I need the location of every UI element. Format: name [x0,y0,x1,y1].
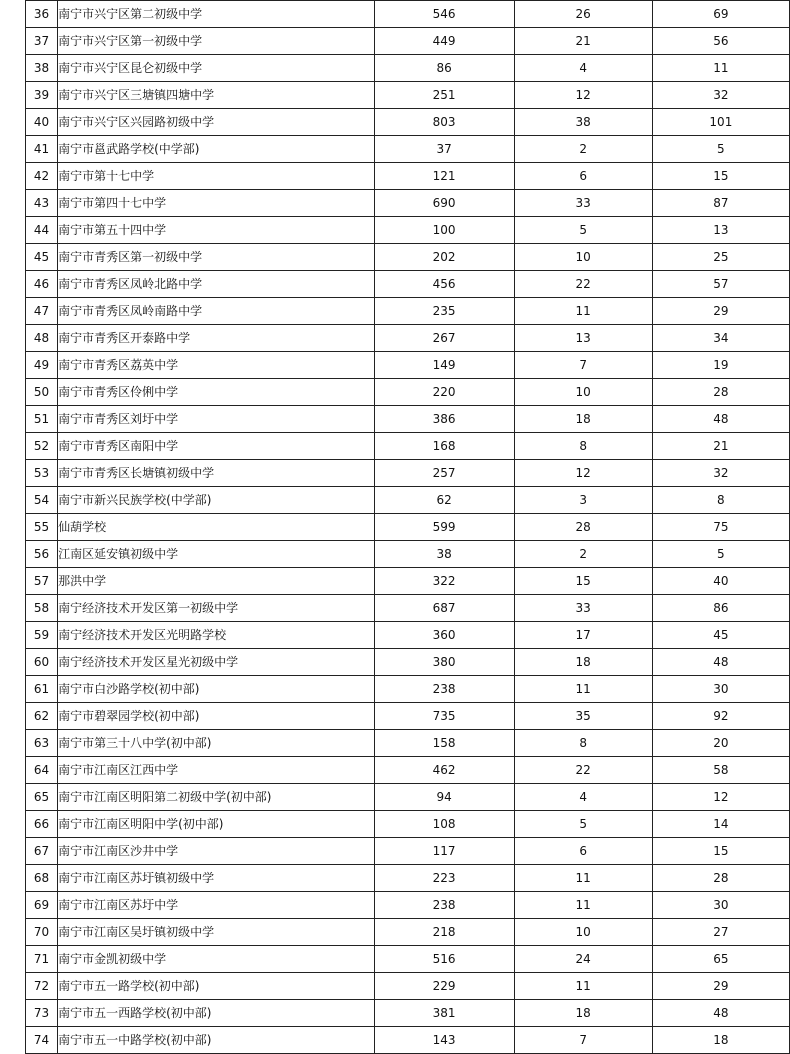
value-cell-1: 168 [374,433,514,460]
value-cell-1: 143 [374,1027,514,1054]
row-number-cell: 36 [26,1,58,28]
row-number-cell: 41 [26,136,58,163]
school-name-cell: 南宁市江南区明阳第二初级中学(初中部) [58,784,375,811]
school-name-cell: 南宁市青秀区长塘镇初级中学 [58,460,375,487]
row-number-cell: 48 [26,325,58,352]
table-row [26,514,790,541]
value-cell-1: 546 [374,1,514,28]
row-number-cell: 61 [26,676,58,703]
value-cell-1: 360 [374,622,514,649]
table-row [26,460,790,487]
value-cell-2: 26 [514,1,652,28]
value-cell-2: 2 [514,136,652,163]
row-number-cell: 40 [26,109,58,136]
value-cell-1: 599 [374,514,514,541]
school-name-cell: 南宁市第三十八中学(初中部) [58,730,375,757]
value-cell-2: 35 [514,703,652,730]
value-cell-1: 456 [374,271,514,298]
value-cell-2: 12 [514,82,652,109]
table-row [26,406,790,433]
value-cell-3: 5 [652,136,789,163]
value-cell-1: 462 [374,757,514,784]
school-name-cell: 南宁市兴宁区昆仑初级中学 [58,55,375,82]
value-cell-2: 18 [514,649,652,676]
table-row [26,595,790,622]
value-cell-2: 4 [514,55,652,82]
value-cell-1: 38 [374,541,514,568]
value-cell-3: 13 [652,217,789,244]
value-cell-1: 803 [374,109,514,136]
row-number-cell: 74 [26,1027,58,1054]
value-cell-3: 101 [652,109,789,136]
value-cell-1: 202 [374,244,514,271]
value-cell-1: 381 [374,1000,514,1027]
value-cell-3: 75 [652,514,789,541]
row-number-cell: 70 [26,919,58,946]
value-cell-2: 18 [514,406,652,433]
value-cell-2: 22 [514,757,652,784]
value-cell-1: 108 [374,811,514,838]
value-cell-2: 5 [514,811,652,838]
row-number-cell: 73 [26,1000,58,1027]
value-cell-2: 10 [514,919,652,946]
table-row [26,82,790,109]
row-number-cell: 72 [26,973,58,1000]
school-name-cell: 南宁市青秀区荔英中学 [58,352,375,379]
value-cell-3: 86 [652,595,789,622]
table-row [26,325,790,352]
value-cell-1: 251 [374,82,514,109]
value-cell-1: 37 [374,136,514,163]
value-cell-2: 17 [514,622,652,649]
value-cell-1: 229 [374,973,514,1000]
school-name-cell: 南宁市兴宁区第一初级中学 [58,28,375,55]
school-name-cell: 南宁市新兴民族学校(中学部) [58,487,375,514]
value-cell-2: 7 [514,352,652,379]
table-row [26,811,790,838]
table-row [26,973,790,1000]
value-cell-1: 94 [374,784,514,811]
value-cell-3: 69 [652,1,789,28]
school-name-cell: 南宁市第五十四中学 [58,217,375,244]
row-number-cell: 37 [26,28,58,55]
value-cell-3: 48 [652,406,789,433]
row-number-cell: 55 [26,514,58,541]
value-cell-3: 48 [652,649,789,676]
value-cell-1: 235 [374,298,514,325]
value-cell-2: 6 [514,838,652,865]
value-cell-3: 58 [652,757,789,784]
value-cell-1: 687 [374,595,514,622]
value-cell-3: 87 [652,190,789,217]
value-cell-2: 33 [514,190,652,217]
value-cell-1: 322 [374,568,514,595]
table-row [26,541,790,568]
school-name-cell: 南宁市第四十七中学 [58,190,375,217]
value-cell-3: 56 [652,28,789,55]
value-cell-3: 12 [652,784,789,811]
value-cell-2: 5 [514,217,652,244]
value-cell-1: 62 [374,487,514,514]
row-number-cell: 67 [26,838,58,865]
row-number-cell: 60 [26,649,58,676]
value-cell-1: 238 [374,676,514,703]
value-cell-1: 257 [374,460,514,487]
school-name-cell: 南宁市青秀区伶俐中学 [58,379,375,406]
school-name-cell: 南宁市江南区明阳中学(初中部) [58,811,375,838]
table-row [26,568,790,595]
row-number-cell: 56 [26,541,58,568]
value-cell-2: 6 [514,163,652,190]
table-row [26,487,790,514]
row-number-cell: 66 [26,811,58,838]
school-name-cell: 南宁市江南区吴圩镇初级中学 [58,919,375,946]
table-row [26,163,790,190]
table-row [26,676,790,703]
value-cell-2: 18 [514,1000,652,1027]
value-cell-1: 386 [374,406,514,433]
value-cell-3: 25 [652,244,789,271]
value-cell-3: 14 [652,811,789,838]
value-cell-2: 33 [514,595,652,622]
table-row [26,244,790,271]
row-number-cell: 71 [26,946,58,973]
school-name-cell: 南宁市江南区江西中学 [58,757,375,784]
table-row [26,1000,790,1027]
value-cell-3: 29 [652,973,789,1000]
table-row [26,298,790,325]
value-cell-3: 21 [652,433,789,460]
table-row [26,784,790,811]
value-cell-1: 158 [374,730,514,757]
value-cell-2: 15 [514,568,652,595]
row-number-cell: 45 [26,244,58,271]
school-name-cell: 南宁市五一中路学校(初中部) [58,1027,375,1054]
value-cell-3: 20 [652,730,789,757]
school-name-cell: 南宁市五一西路学校(初中部) [58,1000,375,1027]
value-cell-1: 117 [374,838,514,865]
row-number-cell: 65 [26,784,58,811]
row-number-cell: 47 [26,298,58,325]
value-cell-3: 32 [652,82,789,109]
value-cell-1: 218 [374,919,514,946]
table-row [26,730,790,757]
school-name-cell: 南宁市青秀区凤岭南路中学 [58,298,375,325]
table-row [26,1,790,28]
value-cell-2: 3 [514,487,652,514]
value-cell-1: 223 [374,865,514,892]
school-name-cell: 南宁市青秀区南阳中学 [58,433,375,460]
value-cell-1: 149 [374,352,514,379]
school-name-cell: 南宁市兴宁区三塘镇四塘中学 [58,82,375,109]
table-row [26,703,790,730]
table-row [26,217,790,244]
row-number-cell: 44 [26,217,58,244]
row-number-cell: 54 [26,487,58,514]
value-cell-1: 690 [374,190,514,217]
value-cell-2: 22 [514,271,652,298]
value-cell-2: 13 [514,325,652,352]
value-cell-2: 11 [514,298,652,325]
value-cell-3: 15 [652,163,789,190]
value-cell-2: 12 [514,460,652,487]
value-cell-1: 86 [374,55,514,82]
table-row [26,352,790,379]
table-row [26,271,790,298]
school-name-cell: 南宁市白沙路学校(初中部) [58,676,375,703]
value-cell-2: 11 [514,973,652,1000]
value-cell-1: 121 [374,163,514,190]
school-name-cell: 南宁经济技术开发区第一初级中学 [58,595,375,622]
row-number-cell: 50 [26,379,58,406]
value-cell-3: 45 [652,622,789,649]
value-cell-3: 65 [652,946,789,973]
value-cell-3: 27 [652,919,789,946]
table-row [26,622,790,649]
row-number-cell: 52 [26,433,58,460]
row-number-cell: 51 [26,406,58,433]
value-cell-3: 30 [652,676,789,703]
value-cell-2: 11 [514,676,652,703]
table-row [26,433,790,460]
table-row [26,919,790,946]
school-name-cell: 仙葫学校 [58,514,375,541]
value-cell-2: 21 [514,28,652,55]
value-cell-1: 220 [374,379,514,406]
row-number-cell: 57 [26,568,58,595]
table-row [26,757,790,784]
value-cell-2: 10 [514,244,652,271]
value-cell-2: 4 [514,784,652,811]
school-name-cell: 南宁经济技术开发区光明路学校 [58,622,375,649]
value-cell-2: 8 [514,730,652,757]
row-number-cell: 39 [26,82,58,109]
value-cell-3: 18 [652,1027,789,1054]
value-cell-3: 30 [652,892,789,919]
value-cell-1: 516 [374,946,514,973]
table-row [26,865,790,892]
school-name-cell: 南宁市江南区苏圩中学 [58,892,375,919]
row-number-cell: 58 [26,595,58,622]
value-cell-1: 100 [374,217,514,244]
value-cell-3: 15 [652,838,789,865]
school-name-cell: 南宁经济技术开发区星光初级中学 [58,649,375,676]
value-cell-3: 11 [652,55,789,82]
row-number-cell: 38 [26,55,58,82]
table-row [26,190,790,217]
table-body [26,1,790,1054]
value-cell-1: 735 [374,703,514,730]
value-cell-2: 8 [514,433,652,460]
table-row [26,109,790,136]
value-cell-1: 238 [374,892,514,919]
table-row [26,1027,790,1054]
value-cell-1: 449 [374,28,514,55]
school-name-cell: 南宁市金凯初级中学 [58,946,375,973]
value-cell-2: 10 [514,379,652,406]
row-number-cell: 42 [26,163,58,190]
row-number-cell: 64 [26,757,58,784]
row-number-cell: 63 [26,730,58,757]
value-cell-3: 57 [652,271,789,298]
value-cell-3: 34 [652,325,789,352]
school-name-cell: 南宁市江南区苏圩镇初级中学 [58,865,375,892]
school-name-cell: 南宁市青秀区第一初级中学 [58,244,375,271]
value-cell-3: 8 [652,487,789,514]
table-row [26,55,790,82]
value-cell-2: 11 [514,865,652,892]
value-cell-2: 24 [514,946,652,973]
value-cell-3: 19 [652,352,789,379]
value-cell-2: 38 [514,109,652,136]
row-number-cell: 49 [26,352,58,379]
school-name-cell: 南宁市青秀区刘圩中学 [58,406,375,433]
table-row [26,136,790,163]
school-name-cell: 南宁市第十七中学 [58,163,375,190]
row-number-cell: 62 [26,703,58,730]
row-number-cell: 46 [26,271,58,298]
table-row [26,838,790,865]
value-cell-1: 267 [374,325,514,352]
school-name-cell: 南宁市碧翠园学校(初中部) [58,703,375,730]
value-cell-3: 28 [652,379,789,406]
value-cell-3: 40 [652,568,789,595]
value-cell-2: 11 [514,892,652,919]
school-name-cell: 江南区延安镇初级中学 [58,541,375,568]
value-cell-3: 5 [652,541,789,568]
school-name-cell: 南宁市兴宁区第二初级中学 [58,1,375,28]
school-name-cell: 南宁市五一路学校(初中部) [58,973,375,1000]
value-cell-2: 2 [514,541,652,568]
value-cell-3: 92 [652,703,789,730]
value-cell-1: 380 [374,649,514,676]
school-quota-table [25,0,790,1054]
row-number-cell: 43 [26,190,58,217]
school-name-cell: 南宁市江南区沙井中学 [58,838,375,865]
value-cell-2: 28 [514,514,652,541]
table-row [26,28,790,55]
table-row [26,946,790,973]
school-name-cell: 南宁市兴宁区兴园路初级中学 [58,109,375,136]
value-cell-3: 29 [652,298,789,325]
table-row [26,379,790,406]
school-name-cell: 那洪中学 [58,568,375,595]
school-name-cell: 南宁市青秀区凤岭北路中学 [58,271,375,298]
value-cell-3: 32 [652,460,789,487]
value-cell-3: 28 [652,865,789,892]
school-name-cell: 南宁市邕武路学校(中学部) [58,136,375,163]
row-number-cell: 53 [26,460,58,487]
table-row [26,649,790,676]
value-cell-2: 7 [514,1027,652,1054]
row-number-cell: 59 [26,622,58,649]
row-number-cell: 69 [26,892,58,919]
school-name-cell: 南宁市青秀区开泰路中学 [58,325,375,352]
table-row [26,892,790,919]
value-cell-3: 48 [652,1000,789,1027]
row-number-cell: 68 [26,865,58,892]
